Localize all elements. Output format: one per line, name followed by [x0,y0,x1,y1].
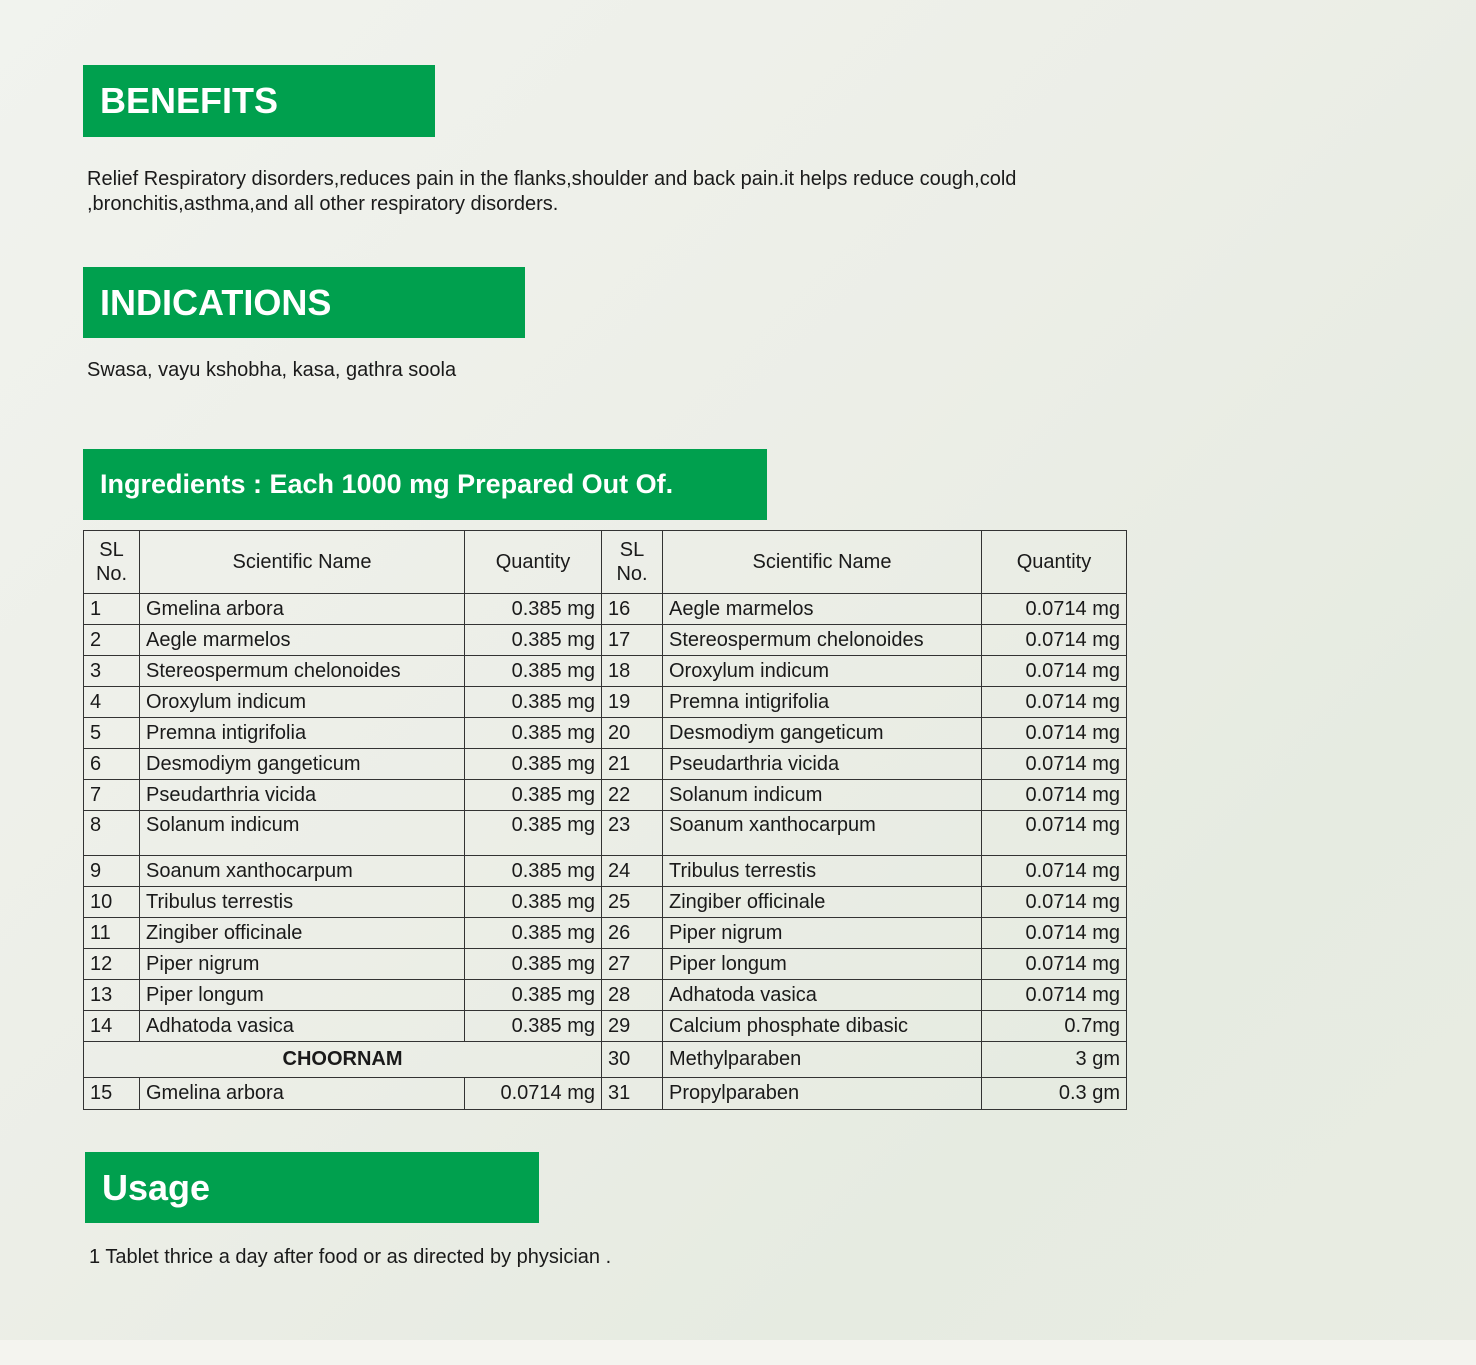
sl-no: 13 [84,980,140,1011]
scientific-name: Stereospermum chelonoides [140,656,465,687]
bottom-strip [0,1340,1476,1365]
sl-no: 5 [84,718,140,749]
usage-text: 1 Tablet thrice a day after food or as directed by physician . [89,1246,612,1268]
quantity: 0.0714 mg [982,949,1127,980]
header-quantity: Quantity [465,531,602,594]
scientific-name: Soanum xanthocarpum [663,811,982,856]
sl-no: 18 [602,656,663,687]
quantity: 0.385 mg [465,780,602,811]
table-row [84,1078,1127,1110]
scientific-name: Propylparaben [663,1078,982,1110]
quantity: 0.0714 mg [982,656,1127,687]
benefits-text: Relief Respiratory disorders,reduces pain in the flanks,shoulder and back pain.it helps reduce cough,cold ,bronchitis,asthma,and all other respiratory disorders. [87,168,1017,215]
sl-no: 30 [602,1042,663,1078]
sl-no: 27 [602,949,663,980]
table-row [84,749,1127,780]
table-row [84,625,1127,656]
scientific-name: Adhatoda vasica [663,980,982,1011]
usage-heading: Usage [85,1152,539,1223]
sl-no: 9 [84,856,140,887]
quantity: 0.385 mg [465,625,602,656]
sl-no: 10 [84,887,140,918]
quantity: 0.7mg [982,1011,1127,1042]
header-quantity-2: Quantity [982,531,1127,594]
scientific-name: Piper nigrum [140,949,465,980]
scientific-name: Piper longum [663,949,982,980]
quantity: 0.0714 mg [982,887,1127,918]
quantity: 0.385 mg [465,1011,602,1042]
ingredients-heading: Ingredients : Each 1000 mg Prepared Out Of. [83,449,767,520]
sl-no: 24 [602,856,663,887]
sl-no: 26 [602,918,663,949]
indications-text: Swasa, vayu kshobha, kasa, gathra soola [87,359,457,381]
scientific-name: Desmodiym gangeticum [140,749,465,780]
table-row [84,656,1127,687]
scientific-name: Gmelina arbora [140,594,465,625]
quantity: 0.0714 mg [982,687,1127,718]
choornam-label: CHOORNAM [84,1042,602,1078]
sl-no: 31 [602,1078,663,1110]
header-scientific-name-2: Scientific Name [663,531,982,594]
table-row [84,949,1127,980]
scientific-name: Soanum xanthocarpum [140,856,465,887]
quantity: 0.0714 mg [465,1078,602,1110]
table-row [84,718,1127,749]
sl-no: 15 [84,1078,140,1110]
scientific-name: Zingiber officinale [140,918,465,949]
scientific-name: Oroxylum indicum [663,656,982,687]
sl-no: 14 [84,1011,140,1042]
sl-no: 28 [602,980,663,1011]
table-row [84,856,1127,887]
sl-no: 12 [84,949,140,980]
sl-no: 3 [84,656,140,687]
quantity: 0.0714 mg [982,780,1127,811]
table-row [84,780,1127,811]
table-row [84,811,1127,856]
sl-no: 2 [84,625,140,656]
table-header-row [84,531,1127,594]
sl-no: 17 [602,625,663,656]
table-row [84,918,1127,949]
sl-no: 7 [84,780,140,811]
table-row [84,980,1127,1011]
quantity: 0.0714 mg [982,980,1127,1011]
scientific-name: Aegle marmelos [140,625,465,656]
quantity: 0.0714 mg [982,718,1127,749]
sl-no: 22 [602,780,663,811]
scientific-name: Desmodiym gangeticum [663,718,982,749]
quantity: 0.385 mg [465,949,602,980]
scientific-name: Methylparaben [663,1042,982,1078]
quantity: 0.3 gm [982,1078,1127,1110]
header-sl-no-2: SL No. [602,531,663,594]
quantity: 0.385 mg [465,718,602,749]
quantity: 0.385 mg [465,811,602,856]
benefits-heading: BENEFITS [83,65,435,137]
indications-heading: INDICATIONS [83,267,525,338]
scientific-name: Tribulus terrestis [140,887,465,918]
quantity: 0.0714 mg [982,856,1127,887]
quantity: 0.385 mg [465,594,602,625]
scientific-name: Piper longum [140,980,465,1011]
table-row [84,887,1127,918]
header-scientific-name: Scientific Name [140,531,465,594]
sl-no: 16 [602,594,663,625]
table-row-choornam [84,1042,1127,1078]
scientific-name: Aegle marmelos [663,594,982,625]
quantity: 0.0714 mg [982,749,1127,780]
scientific-name: Tribulus terrestis [663,856,982,887]
sl-no: 20 [602,718,663,749]
scientific-name: Pseudarthria vicida [663,749,982,780]
scientific-name: Adhatoda vasica [140,1011,465,1042]
table-row [84,1011,1127,1042]
table-row [84,594,1127,625]
quantity: 0.385 mg [465,749,602,780]
sl-no: 8 [84,811,140,856]
quantity: 0.0714 mg [982,594,1127,625]
sl-no: 4 [84,687,140,718]
scientific-name: Pseudarthria vicida [140,780,465,811]
scientific-name: Piper nigrum [663,918,982,949]
quantity: 0.385 mg [465,687,602,718]
sl-no: 25 [602,887,663,918]
sl-no: 21 [602,749,663,780]
quantity: 3 gm [982,1042,1127,1078]
sl-no: 6 [84,749,140,780]
ingredients-table [83,530,1127,1110]
scientific-name: Stereospermum chelonoides [663,625,982,656]
quantity: 0.385 mg [465,856,602,887]
scientific-name: Premna intigrifolia [140,718,465,749]
sl-no: 23 [602,811,663,856]
scientific-name: Zingiber officinale [663,887,982,918]
scientific-name: Solanum indicum [663,780,982,811]
sl-no: 1 [84,594,140,625]
header-sl-no: SL No. [84,531,140,594]
scientific-name: Oroxylum indicum [140,687,465,718]
scientific-name: Solanum indicum [140,811,465,856]
quantity: 0.385 mg [465,980,602,1011]
quantity: 0.385 mg [465,656,602,687]
scientific-name: Premna intigrifolia [663,687,982,718]
quantity: 0.385 mg [465,918,602,949]
scientific-name: Gmelina arbora [140,1078,465,1110]
sl-no: 11 [84,918,140,949]
quantity: 0.0714 mg [982,811,1127,856]
sl-no: 29 [602,1011,663,1042]
scientific-name: Calcium phosphate dibasic [663,1011,982,1042]
quantity: 0.385 mg [465,887,602,918]
quantity: 0.0714 mg [982,625,1127,656]
sl-no: 19 [602,687,663,718]
table-row [84,687,1127,718]
quantity: 0.0714 mg [982,918,1127,949]
